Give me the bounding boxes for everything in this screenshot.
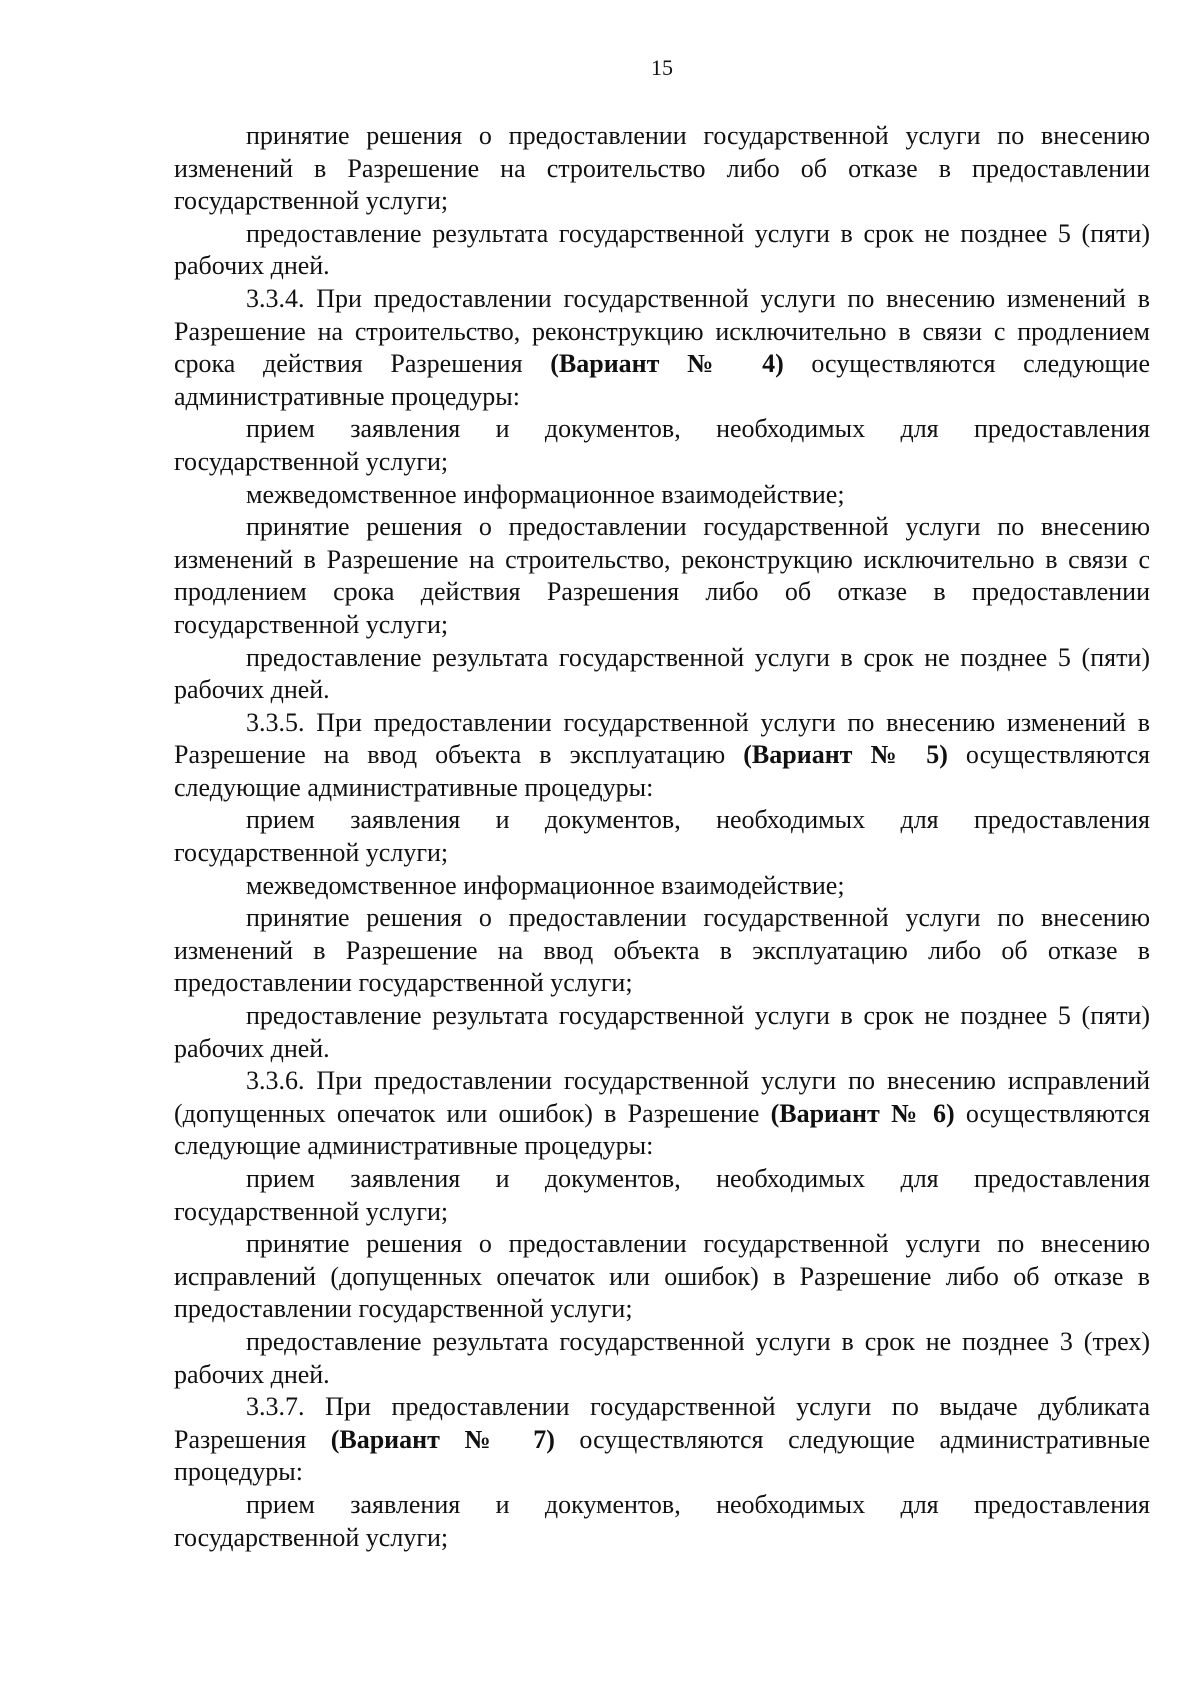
- paragraph-text: прием заявления и документов, необходимых для предоставления государственной услуги;: [174, 1489, 1150, 1552]
- paragraph: [174, 1163, 1150, 1228]
- paragraph-text: межведомственное информационное взаимодействие;: [246, 870, 845, 900]
- variant-label: (Вариант № 5): [743, 740, 948, 770]
- paragraph-text: предоставление результата государственной услуги в срок не позднее 3 (трех) рабочих дней.: [174, 1326, 1150, 1389]
- paragraph: [174, 479, 1150, 512]
- paragraph: [174, 511, 1150, 641]
- paragraph-text: принятие решения о предоставлении государственной услуги по внесению изменений в Разрешение на строительство либо об отказе в предоставлении государственной услуги;: [174, 121, 1150, 216]
- section-3-3-5: [174, 707, 1150, 805]
- variant-label: (Вариант № 6): [770, 1098, 955, 1128]
- page-number: 15: [651, 55, 673, 80]
- paragraph-text: принятие решения о предоставлении государственной услуги по внесению изменений в Разрешение на ввод объекта в эксплуатацию либо об отказе в предоставлении государственной услуги;: [174, 903, 1150, 998]
- paragraph: [174, 1000, 1150, 1065]
- paragraph: [174, 1489, 1150, 1554]
- paragraph: [174, 870, 1150, 903]
- paragraph-text: осуществляются следующие административные процедуры:: [174, 740, 1151, 802]
- section-3-3-6: [174, 1065, 1150, 1163]
- paragraph-text: предоставление результата государственной услуги в срок не позднее 5 (пяти) рабочих дней.: [174, 642, 1150, 705]
- paragraph-text: 3.3.6. При предоставлении государственной услуги по внесению исправлений (допущенных опечаток или ошибок) в Разрешение: [174, 1066, 1150, 1128]
- paragraph: [174, 218, 1150, 283]
- paragraph-text: 3.3.5. При предоставлении государственной услуги по внесению изменений в Разрешение на ввод объекта в эксплуатацию: [174, 707, 1150, 770]
- paragraph-text: межведомственное информационное взаимодействие;: [246, 479, 845, 509]
- paragraph-text: прием заявления и документов, необходимых для предоставления государственной услуги;: [174, 1164, 1150, 1226]
- paragraph-text: принятие решения о предоставлении государственной услуги по внесению изменений в Разрешение на строительство, реконструкцию исключительно в связи с продлением срока действия Разрешения либо об отказе в предоставлении государственной услуги;: [174, 512, 1150, 639]
- paragraph-text: 3.3.7. При предоставлении государственной услуги по выдаче дубликата Разрешения: [174, 1392, 1150, 1454]
- paragraph-text: осуществляются следующие административные процедуры:: [174, 1098, 1150, 1161]
- variant-label: (Вариант № 4): [550, 349, 784, 379]
- paragraph: [174, 902, 1150, 1000]
- paragraph-text: предоставление результата государственной услуги в срок не позднее 5 (пяти) рабочих дней.: [174, 1001, 1150, 1063]
- document-body: [174, 120, 1150, 1554]
- paragraph: [174, 413, 1150, 478]
- paragraph-text: принятие решения о предоставлении государственной услуги по внесению исправлений (допущенных опечаток или ошибок) в Разрешение либо об отказе в предоставлении государственной услуги;: [174, 1229, 1150, 1324]
- paragraph: [174, 642, 1150, 707]
- paragraph: [174, 1228, 1150, 1326]
- paragraph-text: прием заявления и документов, необходимых для предоставления государственной услуги;: [174, 414, 1150, 476]
- paragraph-text: прием заявления и документов, необходимых для предоставления государственной услуги;: [174, 805, 1150, 868]
- paragraph-text: осуществляются следующие административные процедуры:: [174, 1424, 1150, 1487]
- paragraph: [174, 804, 1150, 869]
- paragraph: [174, 120, 1150, 218]
- section-3-3-4: [174, 283, 1150, 413]
- paragraph: [174, 1326, 1150, 1391]
- variant-label: (Вариант № 7): [330, 1424, 555, 1454]
- paragraph-text: осуществляются следующие административные процедуры:: [174, 349, 1150, 411]
- paragraph-text: 3.3.4. При предоставлении государственной услуги по внесению изменений в Разрешение на строительство, реконструкцию исключительно в связи с продлением срока действия Разрешения: [174, 283, 1150, 379]
- paragraph-text: предоставление результата государственной услуги в срок не позднее 5 (пяти) рабочих дней.: [174, 218, 1150, 281]
- section-3-3-7: [174, 1391, 1150, 1489]
